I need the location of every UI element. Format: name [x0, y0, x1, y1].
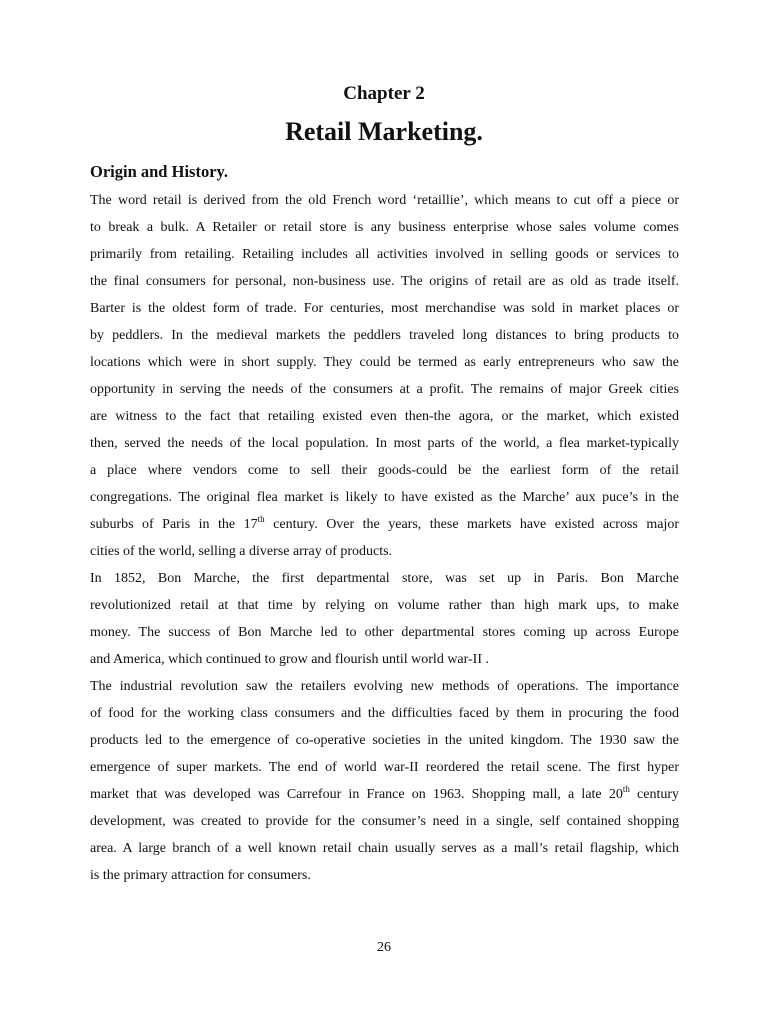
body-line [90, 511, 679, 538]
body-line: Barter is the oldest form of trade. For centuries, most merchandise was sold in market places or [90, 301, 679, 316]
body-line: locations which were in short supply. They could be termed as early entrepreneurs who saw the [90, 355, 679, 370]
body-line: money. The success of Bon Marche led to other departmental stores coming up across Europe [90, 625, 679, 640]
section-heading: Origin and History. [90, 162, 228, 181]
body-line: primarily from retailing. Retailing includes all activities involved in selling goods or services to [90, 247, 679, 262]
body-line: to break a bulk. A Retailer or retail store is any business enterprise whose sales volume comes [90, 220, 679, 235]
body-line: of food for the working class consumers and the difficulties faced by them in procuring the food [90, 706, 679, 721]
chapter-label: Chapter 2 [343, 83, 425, 104]
body-line: and America, which continued to grow and flourish until world war-II . [90, 652, 490, 667]
body-line: cities of the world, selling a diverse array of products. [90, 544, 393, 559]
body-line: a place where vendors come to sell their goods-could be the earliest form of the retail [90, 463, 679, 478]
body-line: area. A large branch of a well known retail chain usually serves as a mall’s retail flagship, which [90, 841, 679, 856]
body-line: products led to the emergence of co-operative societies in the united kingdom. The 1930 saw the [90, 733, 679, 748]
body-line-text: century [629, 787, 680, 802]
body-line: then, served the needs of the local population. In most parts of the world, a flea market-typically [90, 436, 679, 451]
body-line: The industrial revolution saw the retailers evolving new methods of operations. The importance [90, 679, 679, 694]
superscript: th [622, 784, 630, 794]
body-line [90, 781, 679, 808]
body-line: by peddlers. In the medieval markets the peddlers traveled long distances to bring products to [90, 328, 679, 343]
page-title: Retail Marketing. [285, 117, 483, 146]
body-line: opportunity in serving the needs of the consumers at a profit. The remains of major Greek cities [90, 382, 679, 397]
page-number: 26 [377, 940, 391, 955]
body-line: The word retail is derived from the old French word ‘retaillie’, which means to cut off a piece or [90, 193, 679, 208]
body-line: is the primary attraction for consumers. [90, 868, 311, 883]
body-text [90, 187, 679, 889]
body-line-text: market that was developed was Carrefour in France on 1963. Shopping mall, a late 20 [90, 787, 623, 802]
body-line: In 1852, Bon Marche, the first departmental store, was set up in Paris. Bon Marche [90, 571, 679, 586]
body-line-text: century. Over the years, these markets have existed across major [264, 517, 679, 532]
body-line: congregations. The original flea market is likely to have existed as the Marche’ aux puce’s in the [90, 490, 679, 505]
superscript: th [257, 514, 265, 524]
body-line-text: suburbs of Paris in the 17 [90, 517, 258, 532]
body-line: are witness to the fact that retailing existed even then-the agora, or the market, which existed [90, 409, 679, 424]
body-line: development, was created to provide for the consumer’s need in a single, self contained shopping [90, 814, 679, 829]
body-line: the final consumers for personal, non-business use. The origins of retail are as old as trade itself. [90, 274, 679, 289]
body-line: revolutionized retail at that time by relying on volume rather than high mark ups, to make [90, 598, 679, 613]
body-line: emergence of super markets. The end of world war-II reordered the retail scene. The first hyper [90, 760, 679, 775]
